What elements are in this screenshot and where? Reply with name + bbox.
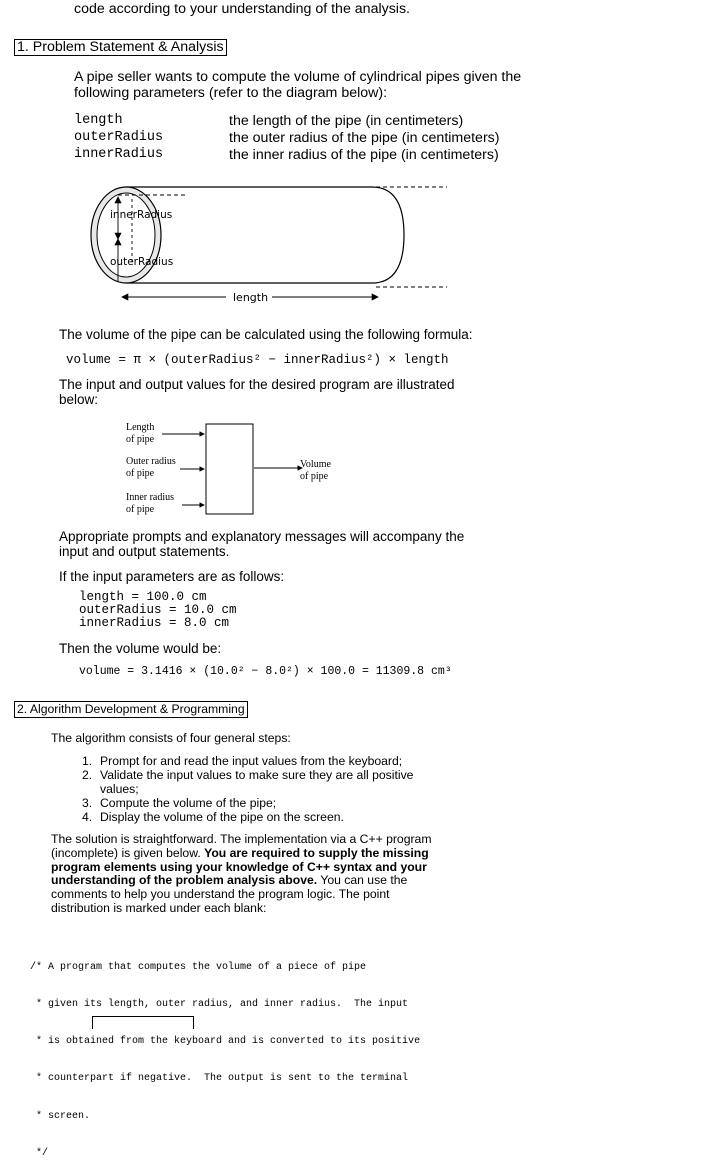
code-line: */ [30,1147,49,1159]
then-volume-text: Then the volume would be: [59,641,222,656]
inner-radius-label: innerRadius [110,209,173,221]
step-text: Prompt for and read the input values from the keyboard; [100,754,403,768]
statement-line: following parameters (refer to the diagram below): [74,85,388,101]
input-label: of pipe [126,434,155,445]
solution-bold-line: program elements using your knowledge of C++ syntax and your [51,859,427,874]
prompts-line: Appropriate prompts and explanatory messages will accompany the [59,529,465,544]
io-intro [59,377,454,407]
step-number: 2. [82,768,93,782]
io-diagram [100,412,360,522]
step-number: 4. [82,810,93,824]
sample-input-line: innerRadius = 8.0 cm [79,616,230,630]
io-intro-line: below: [59,392,99,407]
step-number: 3. [82,796,93,810]
step-number: 1. [82,754,93,768]
param-name: outerRadius [74,130,164,145]
solution-line: comments to help you understand the program logic. The point [51,887,390,902]
solution-line [51,874,431,888]
io-intro-line: The input and output values for the desired program are illustrated [59,377,455,392]
param-desc: the length of the pipe (in centimeters) [229,113,464,129]
sample-inputs [79,591,237,630]
output-label: of pipe [300,471,329,482]
pipe-diagram [0,175,480,315]
formula-intro: The volume of the pipe can be calculated using the following formula: [59,327,473,342]
program-box [206,424,253,514]
solution-line: distribution is marked under each blank: [51,900,267,915]
param-desc: the outer radius of the pipe (in centimeters) [229,130,500,146]
answer-blank[interactable] [92,1016,194,1029]
step-item [82,754,413,768]
solution-text: You can use the [317,873,408,888]
input-label: of pipe [126,468,155,479]
solution-bold: understanding of the problem analysis above. [51,873,318,888]
code-line: /* A program that computes the volume of a piece of pipe [30,961,367,973]
code-line: * given its length, outer radius, and inner radius. The input [30,999,409,1011]
param-desc: the inner radius of the pipe (in centimeters) [229,147,499,163]
step-item [82,796,413,810]
code-line: * is obtained from the keyboard and is converted to its positive [30,1036,421,1048]
statement-line: A pipe seller wants to compute the volume of cylindrical pipes given the [74,69,522,85]
solution-paragraph [51,833,431,916]
length-label: length [233,291,269,304]
formula: volume = π × (outerRadius² − innerRadius²) × length [66,353,449,367]
solution-line [51,847,431,861]
section2-heading: 2. Algorithm Development & Programming [14,701,248,718]
prompts-text [59,529,464,559]
sample-input-line: length = 100.0 cm [79,590,207,604]
sample-input-line: outerRadius = 10.0 cm [79,603,237,617]
steps-intro: The algorithm consists of four general steps: [51,731,291,745]
step-text: Compute the volume of the pipe; [100,796,277,810]
solution-line: The solution is straightforward. The implementation via a C++ program [51,832,432,846]
step-item [82,810,413,824]
input-label: Inner radius [126,492,175,503]
step-text: Display the volume of the pipe on the screen. [100,810,344,824]
outer-radius-label: outerRadius [110,256,174,268]
prompts-line: input and output statements. [59,544,230,559]
input-label: Outer radius [126,456,176,467]
step-text: Validate the input values to make sure they are all positive [100,768,414,782]
code-comment [30,937,420,1173]
code-line: * counterpart if negative. The output is sent to the terminal [30,1073,409,1085]
code-line: * screen. [30,1110,91,1122]
if-input-text: If the input parameters are as follows: [59,569,285,584]
step-text: values; [100,782,139,796]
volume-calc: volume = 3.1416 × (10.0² − 8.0²) × 100.0 = 11309.8 cm³ [79,665,452,678]
solution-bold: You are required to supply the missing [204,845,429,860]
input-label: Length [126,422,155,433]
output-label: Volume [300,459,331,470]
section1-heading: 1. Problem Statement & Analysis [14,39,227,56]
solution-text: (incomplete) is given below. [51,845,205,860]
step-item [82,768,413,796]
intro-cut-line: code according to your understanding of the analysis. [74,1,410,17]
pipe-body [126,187,404,283]
problem-statement [74,69,521,101]
steps-list [82,754,413,824]
input-label: of pipe [126,504,155,515]
param-name: innerRadius [74,147,164,162]
param-name: length [74,113,123,128]
